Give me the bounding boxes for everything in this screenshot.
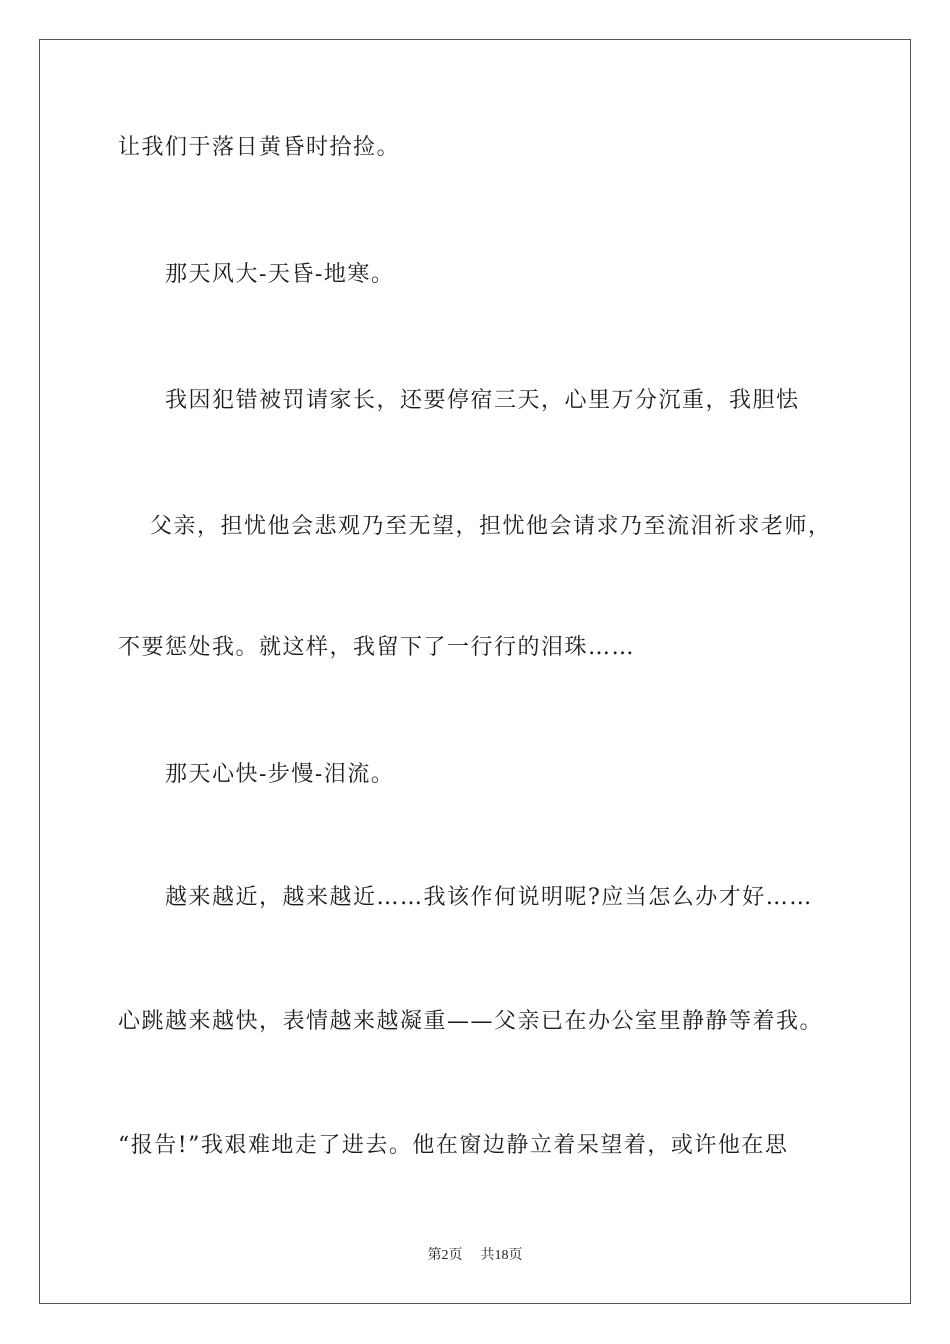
page-total: 共18页 xyxy=(480,1248,523,1263)
text-line: 心跳越来越快，表情越来越凝重——父亲已在办公室里静静等着我。 xyxy=(118,1009,824,1034)
text-line: “报告!”我艰难地走了进去。他在窗边静立着呆望着，或许他在思 xyxy=(118,1133,789,1158)
text-line: 让我们于落日黄昏时拾捡。 xyxy=(118,135,401,160)
page-border xyxy=(39,39,911,1304)
text-line: 那天心快-步慢-泪流。 xyxy=(165,762,395,787)
text-line: 父亲，担忧他会悲观乃至无望，担忧他会请求乃至流泪祈求老师， xyxy=(150,514,832,539)
text-line: 越来越近，越来越近……我该作何说明呢?应当怎么办才好…… xyxy=(165,885,813,910)
text-line: 那天风大-天昏-地寒。 xyxy=(165,262,395,287)
page-footer xyxy=(0,1247,950,1265)
text-line: 我因犯错被罚请家长，还要停宿三天，心里万分沉重，我胆怯 xyxy=(165,388,800,413)
text-line: 不要惩处我。就这样，我留下了一行行的泪珠…… xyxy=(118,635,636,660)
page-number: 第2页 xyxy=(427,1248,463,1263)
